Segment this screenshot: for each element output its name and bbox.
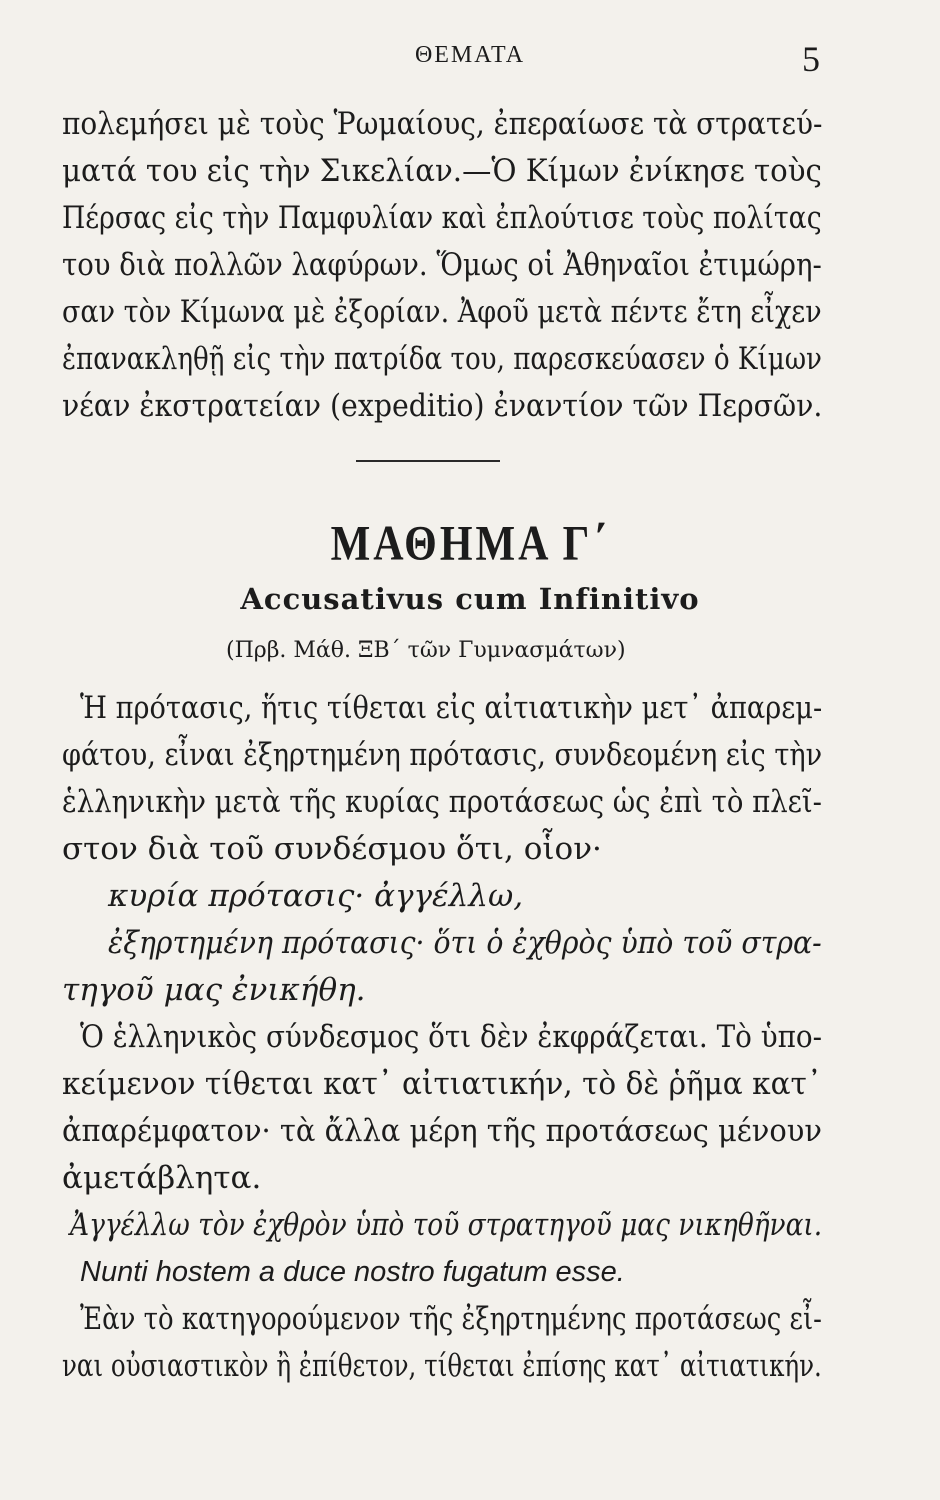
- lesson-title: ΜΑΘΗΜΑ Γ΄: [330, 516, 610, 572]
- text-line: νέαν ἐκστρατείαν (expeditio) ἐναντίον τῶν Περσῶν.: [62, 388, 823, 424]
- section-divider: [356, 460, 500, 462]
- text-line: φάτου, εἶναι ἐξηρτημένη πρότασις, συνδεομένη εἰς τὴν: [62, 737, 823, 773]
- text-line: ἀμετάβλητα.: [62, 1160, 262, 1196]
- lesson-reference: (Πρβ. Μάθ. ΞΒ΄ τῶν Γυμνασμάτων): [226, 638, 626, 663]
- running-head-title: ΘΕΜΑΤΑ: [414, 42, 526, 68]
- text-line: Πέρσας εἰς τὴν Παμφυλίαν καὶ ἐπλούτισε τοὺς πολίτας: [62, 200, 822, 236]
- text-line: Ἡ πρότασις, ἥτις τίθεται εἰς αἰτιατικὴν μετ᾿ ἀπαρεμ-: [80, 690, 823, 726]
- text-line: στον διὰ τοῦ συνδέσμου ὅτι, οἷον·: [62, 831, 602, 867]
- lesson-subtitle: Accusativus cum Infinitivo: [240, 582, 700, 616]
- text-line: Ἐὰν τὸ κατηγορούμενον τῆς ἐξηρτημένης προτάσεως εἶ-: [80, 1301, 822, 1337]
- example-line: ἐξηρτημένη πρότασις· ὅτι ὁ ἐχθρὸς ὑπὸ τοῦ στρα-: [108, 925, 822, 961]
- example-latin: Nunti hostem a duce nostro fugatum esse.: [80, 1256, 625, 1288]
- text-line: ἑλληνικὴν μετὰ τῆς κυρίας προτάσεως ὡς ἐπὶ τὸ πλεῖ-: [62, 784, 822, 820]
- text-line: ἐπανακληθῇ εἰς τὴν πατρίδα του, παρεσκεύασεν ὁ Κίμων: [62, 341, 822, 377]
- text-line: Ὁ ἑλληνικὸς σύνδεσμος ὅτι δὲν ἐκφράζεται. Τὸ ὑπο-: [80, 1019, 823, 1055]
- text-line: ἀπαρέμφατον· τὰ ἄλλα μέρη τῆς προτάσεως μένουν: [62, 1113, 822, 1149]
- running-head: [0, 38, 940, 78]
- text-line: πολεμήσει μὲ τοὺς Ῥωμαίους, ἐπεραίωσε τὰ στρατεύ-: [62, 106, 823, 142]
- example-greek: Ἀγγέλλω τὸν ἐχθρὸν ὑπὸ τοῦ στρατηγοῦ μας νικηθῆναι.: [70, 1207, 823, 1243]
- text-line: κείμενον τίθεται κατ᾿ αἰτιατικήν, τὸ δὲ ῥῆμα κατ᾿: [62, 1066, 822, 1102]
- page-number: 5: [802, 39, 820, 79]
- text-line: ματά του εἰς τὴν Σικελίαν.—Ὁ Κίμων ἐνίκησε τοὺς: [62, 153, 822, 189]
- text-line: του διὰ πολλῶν λαφύρων. Ὅμως οἱ Ἀθηναῖοι ἐτιμώρη-: [62, 247, 822, 283]
- example-line: τηγοῦ μας ἐνικήθη.: [62, 972, 366, 1008]
- text-line: σαν τὸν Κίμωνα μὲ ἐξορίαν. Ἀφοῦ μετὰ πέντε ἔτη εἶχεν: [62, 294, 822, 330]
- example-line: κυρία πρότασις· ἀγγέλλω,: [108, 878, 524, 914]
- text-line: ναι οὐσιαστικὸν ἢ ἐπίθετον, τίθεται ἐπίσης κατ᾿ αἰτιατικήν.: [62, 1348, 822, 1384]
